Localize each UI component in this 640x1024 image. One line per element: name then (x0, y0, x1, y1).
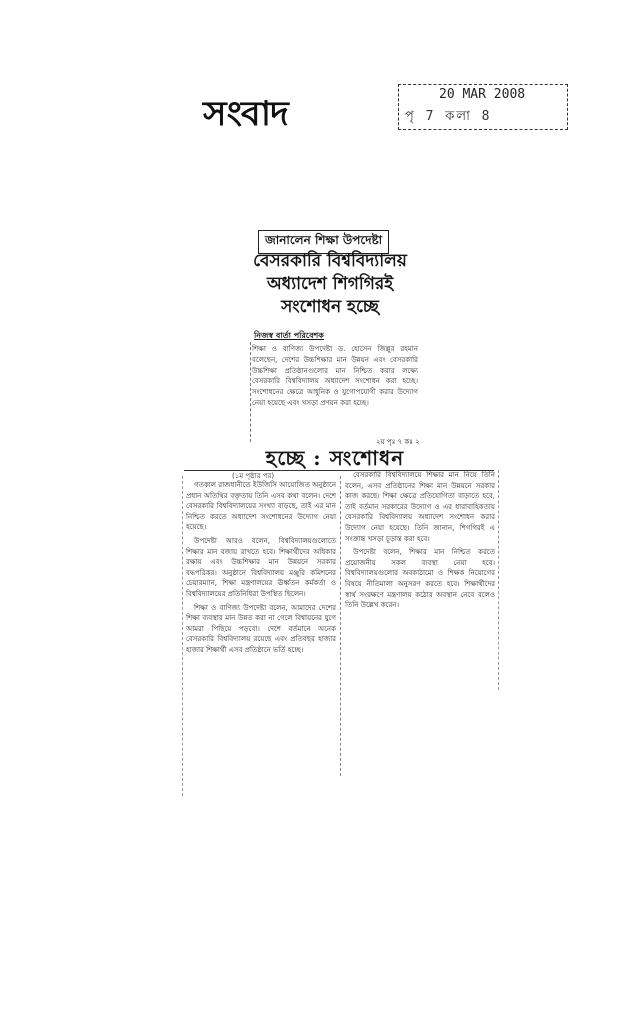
lede-paragraph: শিক্ষা ও বাণিজ্য উপদেষ্টা ড. হোসেন জিল্লুর রহমান বলেছেন, দেশের উচ্চশিক্ষার মান উন্নয়ন এবং বেসরকারি উচ্চশিক্ষা প্রতিষ্ঠানগুলোর মান নিশ্চিত করার লক্ষ্যে বেসরকারি বিশ্ববিদ্যালয় অধ্যাদেশ সংশোধন করা হচ্ছে। সংশোধনের ক্ষেত্রে আধুনিক ও যুগোপযোগী করার উদ্যোগ নেয়া হয়েছে এবং খসড়া প্রণয়ন করা হচ্ছে। (252, 345, 418, 407)
article-column-left (186, 480, 336, 659)
date-stamp (398, 84, 568, 130)
paragraph: উপদেষ্টা বলেন, শিক্ষার মান নিশ্চিত করতে প্রয়োজনীয় সকল ব্যবস্থা নেয়া হবে। বিশ্ববিদ্যালয়গুলোর অবকাঠামো ও শিক্ষক নিয়োগের বিষয়ে নীতিমালা অনুসরণ করতে হবে। শিক্ষার্থীদের স্বার্থ সংরক্ষণে মন্ত্রণালয় কঠোর অবস্থান নেবে বলেও তিনি উল্লেখ করেন। (345, 548, 495, 610)
paragraph: উপদেষ্টা আরও বলেন, বিশ্ববিদ্যালয়গুলোতে শিক্ষার মান বজায় রাখতে হবে। শিক্ষার্থীদের অধিকার রক্ষায় এবং উচ্চশিক্ষার মান উন্নয়নে সরকার বদ্ধপরিকর। অনুষ্ঠানে বিশ্ববিদ্যালয় মঞ্জুরি কমিশনের চেয়ারম্যান, শিক্ষা মন্ত্রণালয়ের ঊর্ধ্বতন কর্মকর্তা ও বিশ্ববিদ্যালয়ের প্রতিনিধিরা উপস্থিত ছিলেন। (186, 536, 336, 598)
article-column-right (345, 470, 495, 614)
column-divider (340, 476, 341, 776)
headline-line-3: সংশোধন হচ্ছে (281, 297, 379, 317)
article-kicker: জানালেন শিক্ষা উপদেষ্টা (258, 230, 389, 254)
clipping-edge-right (498, 470, 499, 690)
paragraph: শিক্ষা ও বাণিজ্য উপদেষ্টা বলেন, আমাদের দেশের শিক্ষা ব্যবস্থার মান উন্নত করা না গেলে বিশ্বায়নের যুগে আমরা পিছিয়ে পড়বো। দেশে বর্তমানে অনেক বেসরকারি বিশ্ববিদ্যালয় রয়েছে এবং প্রতিবছর হাজার হাজার শিক্ষার্থী এসব প্রতিষ্ঠানে ভর্তি হচ্ছে। (186, 603, 336, 654)
clipping-edge-left (182, 476, 183, 796)
from-page-marker: (১ম পৃষ্ঠার পর) (232, 472, 275, 480)
newspaper-masthead: সংবাদ (202, 94, 288, 134)
paragraph: বেসরকারি বিশ্ববিদ্যালয়ে শিক্ষার মান নিয়ে তিনি বলেন, এসব প্রতিষ্ঠানের শিক্ষা মান উন্নয়নে সরকার কাজ করছে। শিক্ষা ক্ষেত্রে প্রতিযোগিতা বাড়াতে হবে, তাই বর্তমান সরকারের উদ্যোগ ও এর ধারাবাহিকতায় বেসরকারি বিশ্ববিদ্যালয় অধ্যাদেশ সংশোধন করার উদ্যোগ নেয়া হয়েছে। তিনি জানান, শিগগিরই এ সংক্রান্ত খসড়া চূড়ান্ত করা হবে। (345, 471, 495, 543)
paragraph: গতকাল রাজধানীতে ইউজিসি আয়োজিত অনুষ্ঠানে প্রধান অতিথির বক্তৃতায় তিনি এসব কথা বলেন। দেশে বেসরকারি বিশ্ববিদ্যালয়ের সংখ্যা বাড়ছে, তাই এর মান নিশ্চিত করতে অধ্যাদেশ সংশোধনের উদ্যোগ নেয়া হয়েছে। (186, 481, 336, 532)
continuation-marker: ২য় পৃঃ ৭ কঃ ২ (376, 438, 420, 446)
headline-line-2: অধ্যাদেশ শিগগিরই (266, 274, 394, 294)
stamp-page-ref: পৃ 7 কলা 8 (405, 109, 492, 124)
stamp-date: 20 MAR 2008 (439, 87, 526, 102)
continuation-headline: হচ্ছে : সংশোধন (265, 446, 405, 470)
byline: নিজস্ব বার্তা পরিবেশক (254, 331, 324, 340)
headline-line-1: বেসরকারি বিশ্ববিদ্যালয় (253, 251, 407, 271)
